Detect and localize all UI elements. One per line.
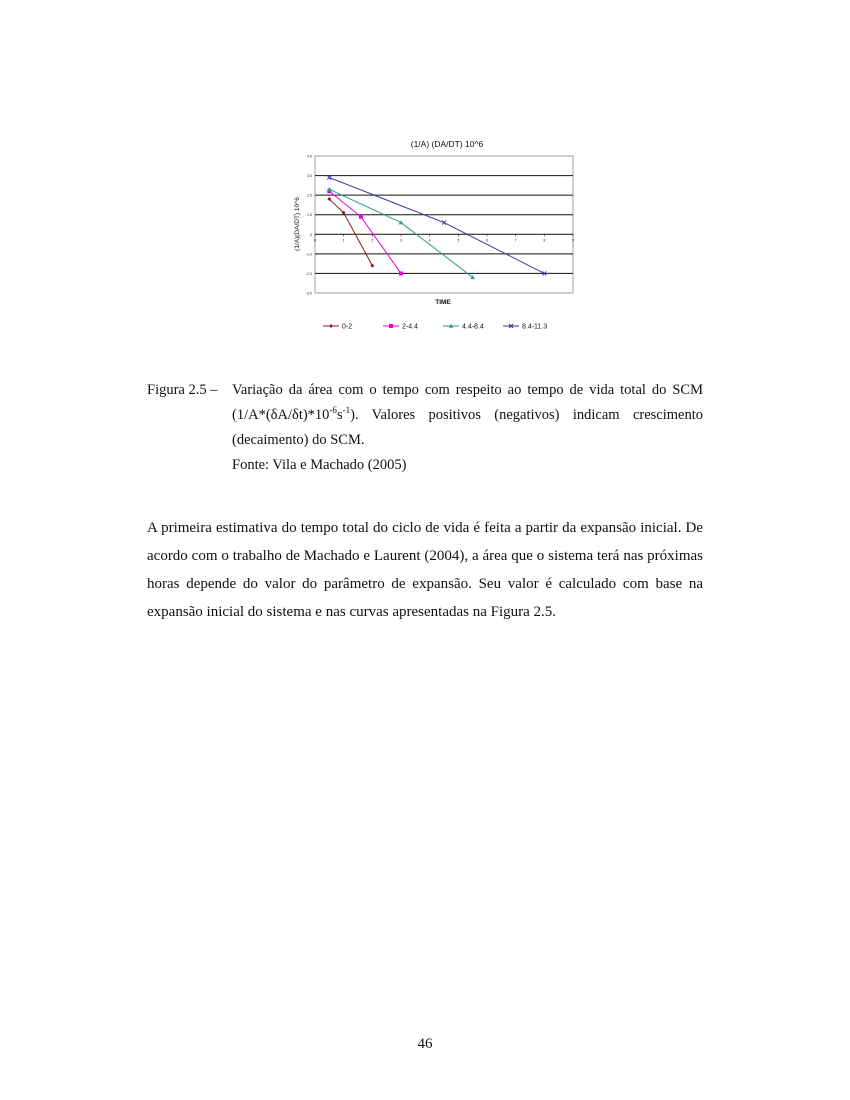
y-tick-label: 2.0 xyxy=(307,193,312,198)
x-tick-label: 2 xyxy=(371,238,374,243)
caption-source: Fonte: Vila e Machado (2005) xyxy=(232,457,407,473)
y-tick-label: 0 xyxy=(310,232,312,237)
x-tick-label: 3 xyxy=(400,238,402,243)
x-tick-label: 7 xyxy=(514,238,517,243)
x-tick-label: 6 xyxy=(486,238,488,243)
data-point xyxy=(399,271,403,275)
chart-title: (1/A) (DA/DT) 10^6 xyxy=(410,139,484,149)
caption-text xyxy=(232,378,703,453)
caption-line-3: (decaimento) do SCM. xyxy=(232,432,365,448)
plot-frame xyxy=(315,156,573,293)
y-tick-label: -2.0 xyxy=(305,271,312,276)
data-point xyxy=(359,215,363,219)
legend-label: 8.4-11.3 xyxy=(522,323,548,331)
legend-marker xyxy=(389,324,393,328)
legend-marker xyxy=(329,324,333,328)
caption-line-2a: (1/A*(δA/δt)*10 xyxy=(232,407,330,423)
x-tick-label: 5 xyxy=(457,238,460,243)
caption-line-2c: ). Valores positivos (negativos) indicam crescimento xyxy=(350,407,703,423)
y-tick-label: 3.0 xyxy=(307,174,312,179)
x-tick-label: 4 xyxy=(428,238,431,243)
caption-exponent-1: -6 xyxy=(329,405,337,416)
page-number: 46 xyxy=(417,1036,433,1052)
legend-label: 4.4-8.4 xyxy=(462,323,484,331)
chart-legend xyxy=(323,324,547,331)
figure-caption xyxy=(147,378,703,478)
caption-line-2b: s xyxy=(336,407,343,423)
x-axis-label: TIME xyxy=(435,299,451,306)
caption-line-1: Variação da área com o tempo com respeito ao tempo de vida total do SCM xyxy=(232,382,703,398)
y-tick-label: -1.0 xyxy=(305,252,312,257)
x-tick-label: 1 xyxy=(342,238,345,243)
body-paragraph: A primeira estimativa do tempo total do ciclo de vida é feita a partir da expansão inicial. De acordo com o trabalho de Machado e Laurent (2004), a área que o sistema terá nas próximas horas depende do valor do parâmetro de expansão. Seu valor é calculado com base na expansão inicial do sistema e nas curvas apresentadas na Figura 2.5. xyxy=(147,520,703,620)
x-tick-label: 0 xyxy=(314,238,316,243)
y-tick-label: 1.0 xyxy=(307,213,312,218)
y-tick-label: -3.0 xyxy=(305,291,312,296)
legend-label: 2-4.4 xyxy=(402,323,418,331)
legend-label: 0-2 xyxy=(342,323,353,331)
y-axis-label: (1/A)(DA/DT) 10^6 xyxy=(294,197,301,251)
caption-exponent-2: -1 xyxy=(342,405,351,416)
figure-chart xyxy=(290,136,590,346)
line-chart xyxy=(290,136,590,346)
y-tick-label: 4.0 xyxy=(307,154,312,159)
x-tick-label: 8 xyxy=(543,238,546,243)
x-tick-label: 9 xyxy=(572,238,574,243)
caption-label: Figura 2.5 – xyxy=(147,382,218,398)
